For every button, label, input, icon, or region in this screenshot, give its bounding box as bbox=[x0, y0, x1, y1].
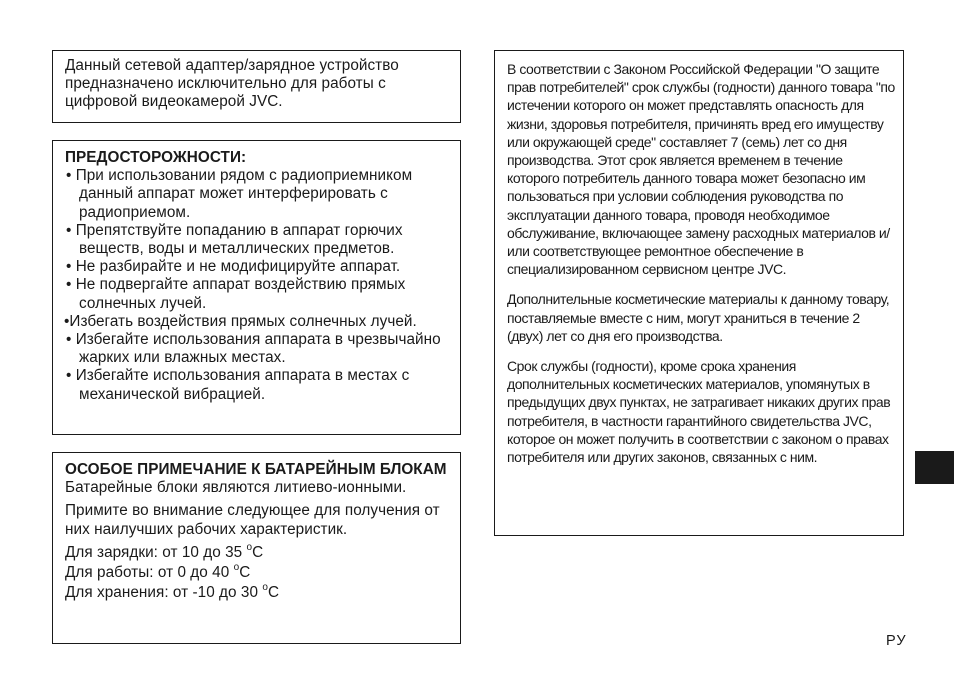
charging-temp-range bbox=[65, 541, 454, 564]
precaution-item: • Избегайте использования аппарата в чрезвычайно жарких или влажных местах. bbox=[66, 331, 441, 367]
temp-unit: C bbox=[252, 543, 264, 561]
precaution-item: • При использовании рядом с радиоприемником данный аппарат может интерферировать с радиоприемом. bbox=[66, 167, 413, 221]
service-life-box bbox=[494, 50, 904, 536]
cosmetic-materials-paragraph: Дополнительные косметические материалы к данному товару, поставляемые вместе с ним, могут храниться в течение 2 (двух) лет со дня его производства. bbox=[507, 291, 890, 344]
storage-temp-range bbox=[65, 584, 454, 604]
precautions-box bbox=[52, 140, 461, 435]
adapter-notice-text: Данный сетевой адаптер/зарядное устройство предназначено исключительно для работы с цифровой видеокамерой JVC. bbox=[65, 57, 399, 111]
battery-advice-text: Примите во внимание следующее для получения от них наилучших рабочих характеристик. bbox=[65, 502, 440, 538]
consumer-rights-paragraph: Срок службы (годности), кроме срока хранения дополнительных косметических материалов, упомянутых в предыдущих двух пунктах, не затрагивает никаких других прав потребителя, в частности гарантийного свидетельства JVC, которое он может получить в соответствии с законом о правах потребителя или других законов, связанных с ним. bbox=[507, 358, 891, 466]
storage-temp-label: Для хранения: от -10 до 30 bbox=[65, 584, 258, 602]
battery-type-text: Батарейные блоки являются литиево-ионными. bbox=[65, 479, 407, 497]
degree-mark: o bbox=[262, 582, 268, 594]
precautions-heading: ПРЕДОСТОРОЖНОСТИ: bbox=[65, 149, 247, 166]
precaution-item: • Не разбирайте и не модифицируйте аппарат. bbox=[66, 258, 401, 276]
precaution-item: •Избегать воздействия прямых солнечных лучей. bbox=[64, 312, 417, 330]
operating-temp-label: Для работы: от 0 до 40 bbox=[65, 564, 230, 582]
charging-temp-label: Для зарядки: от 10 до 35 bbox=[65, 543, 243, 561]
section-tab-marker bbox=[915, 451, 954, 484]
adapter-notice-box bbox=[52, 50, 461, 123]
degree-mark: o bbox=[233, 562, 240, 574]
battery-note-heading: ОСОБОЕ ПРИМЕЧАНИЕ К БАТАРЕЙНЫМ БЛОКАМ bbox=[65, 461, 447, 478]
precaution-item: • Не подвергайте аппарат воздействию прямых солнечных лучей. bbox=[66, 276, 406, 312]
battery-note-box bbox=[52, 452, 461, 644]
language-code: РУ bbox=[886, 633, 907, 649]
temp-unit: C bbox=[239, 564, 251, 582]
temp-unit: C bbox=[267, 584, 280, 602]
operating-temp-range bbox=[65, 564, 454, 584]
precaution-item: • Избегайте использования аппарата в местах с механической вибрацией. bbox=[66, 367, 410, 403]
service-life-paragraph: В соответствии с Законом Российской Федерации "О защите прав потребителей" срок службы (годности) данного товара "по истечении которого он может представлять опасность для жизни, здоровья потребителя, причинять вред его имуществу или окружающей среде" составляет 7 (семь) лет со дня производства. Этот срок является временем в течение которого потребитель данного товара может безопасно им пользоваться при условии соблюдения руководства по эксплуатации данного товара, проводя необходимое обслуживание, включающее замену расходных материалов и/или соответствующее ремонтное обеспечение в специализированном сервисном центре JVC. bbox=[507, 61, 895, 278]
degree-mark: o bbox=[246, 541, 253, 553]
precaution-item: • Препятствуйте попаданию в аппарат горючих веществ, воды и металлических предметов. bbox=[66, 221, 403, 258]
